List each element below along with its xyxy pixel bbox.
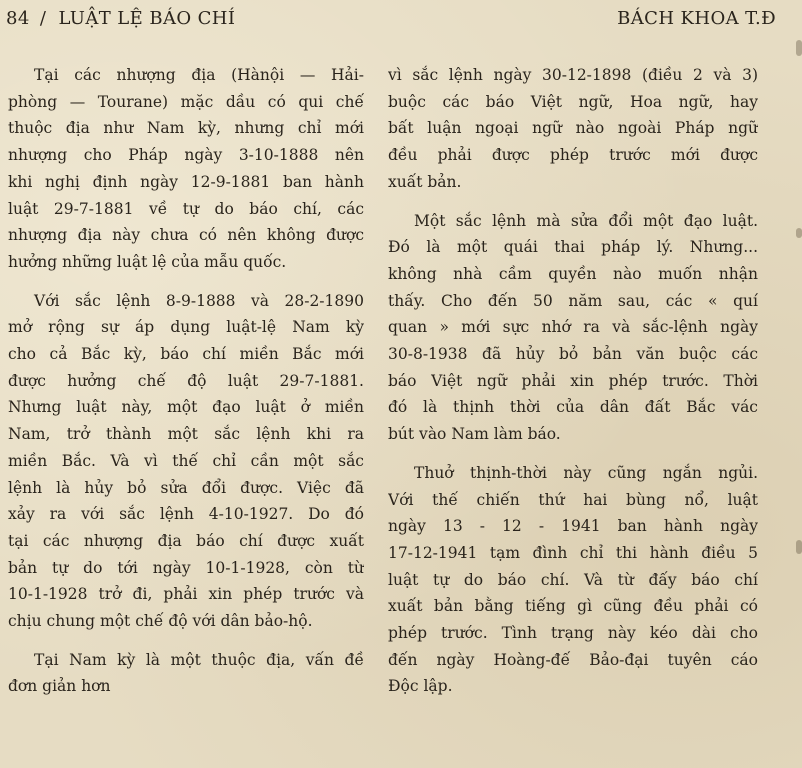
text-line: mở rộng sự áp dụng luật-lệ Nam kỳ — [8, 318, 364, 337]
text-line: luật tự do báo chí. Và từ đấy báo chí — [388, 570, 758, 589]
text-line: Một sắc lệnh mà sửa đổi một đạo luật. — [414, 211, 758, 230]
text-line: Với thế chiến thứ hai bùng nổ, luật — [388, 490, 758, 509]
text-line: đơn giản hơn — [8, 677, 111, 696]
text-line: thấy. Cho đến 50 năm sau, các « quí — [388, 291, 758, 310]
paragraph — [388, 208, 758, 448]
page-number: 84 — [6, 8, 30, 29]
text-line: tại các nhượng địa báo chí được xuất — [8, 531, 364, 550]
paragraph — [8, 288, 364, 635]
text-line: Tại các nhượng địa (Hànội — Hải- — [34, 66, 364, 84]
paragraph — [8, 62, 364, 276]
paragraph — [388, 460, 758, 700]
running-header — [0, 4, 802, 34]
text-line: Nam, trở thành một sắc lệnh khi ra — [8, 425, 364, 444]
left-column — [8, 62, 364, 712]
text-line: cho cả Bắc kỳ, báo chí miền Bắc mới — [8, 345, 364, 364]
text-line: bản tự do tới ngày 10-1-1928, còn từ — [8, 558, 364, 577]
text-line: báo Việt ngữ phải xin phép trước. Thời — [388, 371, 758, 390]
text-line: quan » mới sực nhớ ra và sắc-lệnh ngày — [388, 318, 758, 337]
text-line: khi nghị định ngày 12-9-1881 ban hành — [8, 172, 364, 191]
text-line: được hưởng chế độ luật 29-7-1881. — [8, 371, 364, 390]
text-line: Nhưng luật này, một đạo luật ở miền — [8, 398, 364, 417]
text-line: xuất bản. — [388, 172, 462, 191]
text-line: nhượng cho Pháp ngày 3-10-1888 nên — [8, 146, 364, 165]
text-line: nhượng địa này chưa có nên không được — [8, 226, 364, 245]
text-line: miền Bắc. Và vì thế chỉ cần một sắc — [8, 451, 364, 470]
text-line: 10-1-1928 trở đi, phải xin phép trước và — [8, 585, 364, 604]
text-line: đó là thịnh thời của dân đất Bắc vác — [388, 398, 758, 417]
text-line: Thuở thịnh-thời này cũng ngắn ngủi. — [414, 463, 758, 482]
text-line: 17-12-1941 tạm đình chỉ thi hành điều 5 — [388, 543, 758, 562]
text-line: Độc lập. — [388, 677, 453, 696]
text-line: Tại Nam kỳ là một thuộc địa, vấn đề — [34, 650, 364, 669]
text-line: bất luận ngoại ngữ nào ngoài Pháp ngữ — [388, 119, 758, 138]
text-line: vì sắc lệnh ngày 30-12-1898 (điều 2 và 3) — [388, 66, 758, 84]
header-separator: / — [39, 8, 47, 29]
page-edge-mark — [796, 540, 802, 554]
text-line: lệnh là hủy bỏ sửa đổi được. Việc đã — [8, 478, 364, 497]
text-line: phép trước. Tình trạng này kéo dài cho — [388, 624, 758, 643]
text-line: Đó là một quái thai pháp lý. Nhưng... — [388, 238, 758, 257]
right-column — [388, 62, 758, 712]
text-line: bút vào Nam làm báo. — [388, 425, 561, 444]
publication-title: BÁCH KHOA T.Đ — [617, 8, 776, 29]
page-edge-mark — [796, 228, 802, 238]
text-line: không nhà cầm quyền nào muốn nhận — [388, 264, 758, 283]
paragraph — [8, 647, 364, 700]
text-line: đều phải được phép trước mới được — [388, 146, 758, 165]
page-edge-mark — [796, 40, 802, 56]
text-line: luật 29-7-1881 về tự do báo chí, các — [8, 199, 364, 218]
text-line: chịu chung một chế độ với dân bảo-hộ. — [8, 612, 313, 631]
text-line: xuất bản bằng tiếng gì cũng đều phải có — [388, 597, 758, 616]
text-line: thuộc địa như Nam kỳ, nhưng chỉ mới — [8, 119, 364, 138]
text-line: đến ngày Hoàng-đế Bảo-đại tuyên cáo — [388, 650, 758, 669]
paragraph — [388, 62, 758, 196]
text-line: 30-8-1938 đã hủy bỏ bản văn buộc các — [388, 345, 758, 364]
text-line: hưởng những luật lệ của mẫu quốc. — [8, 252, 287, 271]
header-left — [6, 8, 235, 29]
text-line: ngày 13 - 12 - 1941 ban hành ngày — [388, 517, 758, 536]
text-line: buộc các báo Việt ngữ, Hoa ngữ, hay — [388, 92, 758, 111]
text-line: Với sắc lệnh 8-9-1888 và 28-2-1890 — [34, 291, 364, 310]
text-line: xảy ra với sắc lệnh 4-10-1927. Do đó — [8, 505, 364, 524]
chapter-title: LUẬT LỆ BÁO CHÍ — [58, 8, 236, 29]
text-line: phòng — Tourane) mặc dầu có qui chế — [8, 92, 364, 111]
